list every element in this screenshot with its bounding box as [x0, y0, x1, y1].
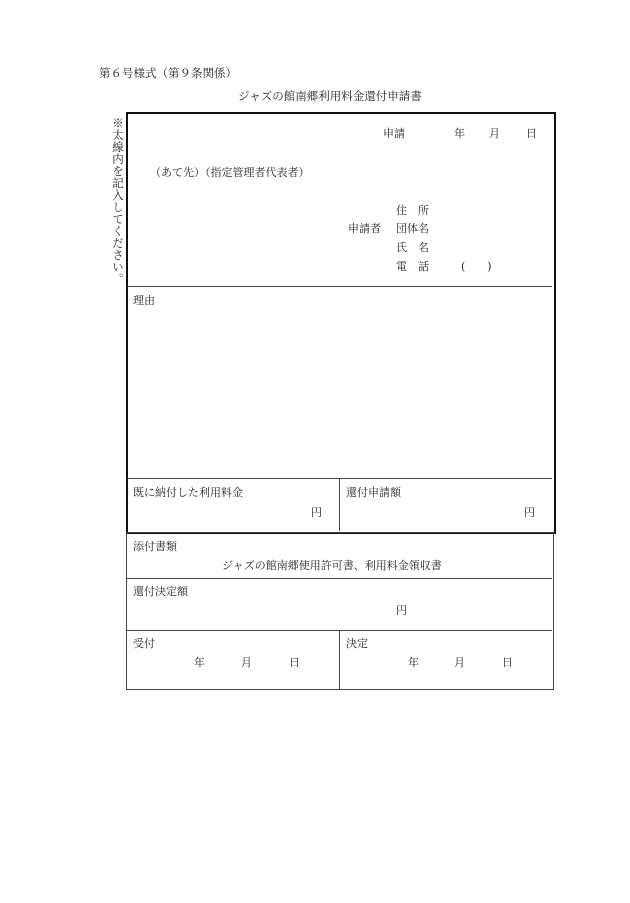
reception-month: 月	[241, 656, 252, 669]
refund-request-label: 還付申請額	[346, 486, 401, 499]
phone-label: 電 話	[396, 260, 429, 273]
refund-request-unit: 円	[524, 506, 535, 519]
addressee: （あて先）（指定管理者代表者）	[150, 166, 310, 179]
divider-attachments	[127, 578, 552, 579]
decision-day: 日	[502, 656, 513, 669]
group-label: 団体名	[396, 222, 429, 235]
reason-label: 理由	[133, 294, 155, 307]
divider-reason	[127, 286, 552, 287]
divider-decision-vertical	[339, 631, 340, 689]
form-number: 第６号様式（第９条関係）	[99, 66, 237, 80]
applicant-label: 申請者	[348, 222, 381, 235]
reception-year: 年	[194, 656, 205, 669]
date-label: 申請	[383, 127, 405, 140]
office-section	[126, 532, 554, 690]
date-year: 年	[454, 127, 465, 140]
paid-fee-label: 既に納付した利用料金	[133, 486, 243, 499]
paid-fee-unit: 円	[311, 506, 322, 519]
form-title: ジャズの館南郷利用料金還付申請書	[238, 89, 422, 103]
reception-day: 日	[289, 656, 300, 669]
refund-decision-unit: 円	[396, 604, 407, 617]
decision-year: 年	[408, 656, 419, 669]
divider-fees-vertical	[339, 479, 340, 531]
decision-label: 決定	[346, 637, 368, 650]
reception-label: 受付	[133, 637, 155, 650]
date-month: 月	[489, 127, 500, 140]
date-day: 日	[526, 127, 537, 140]
side-note: ※太線内を記入してください。	[111, 117, 125, 285]
attachments-content: ジャズの館南郷使用許可書、利用料金領収書	[222, 559, 442, 572]
decision-month: 月	[454, 656, 465, 669]
refund-decision-label: 還付決定額	[133, 585, 188, 598]
name-label: 氏 名	[396, 241, 429, 254]
attachments-label: 添付書類	[133, 540, 177, 553]
phone-parens: ( )	[461, 260, 492, 273]
address-label: 住 所	[396, 204, 429, 217]
